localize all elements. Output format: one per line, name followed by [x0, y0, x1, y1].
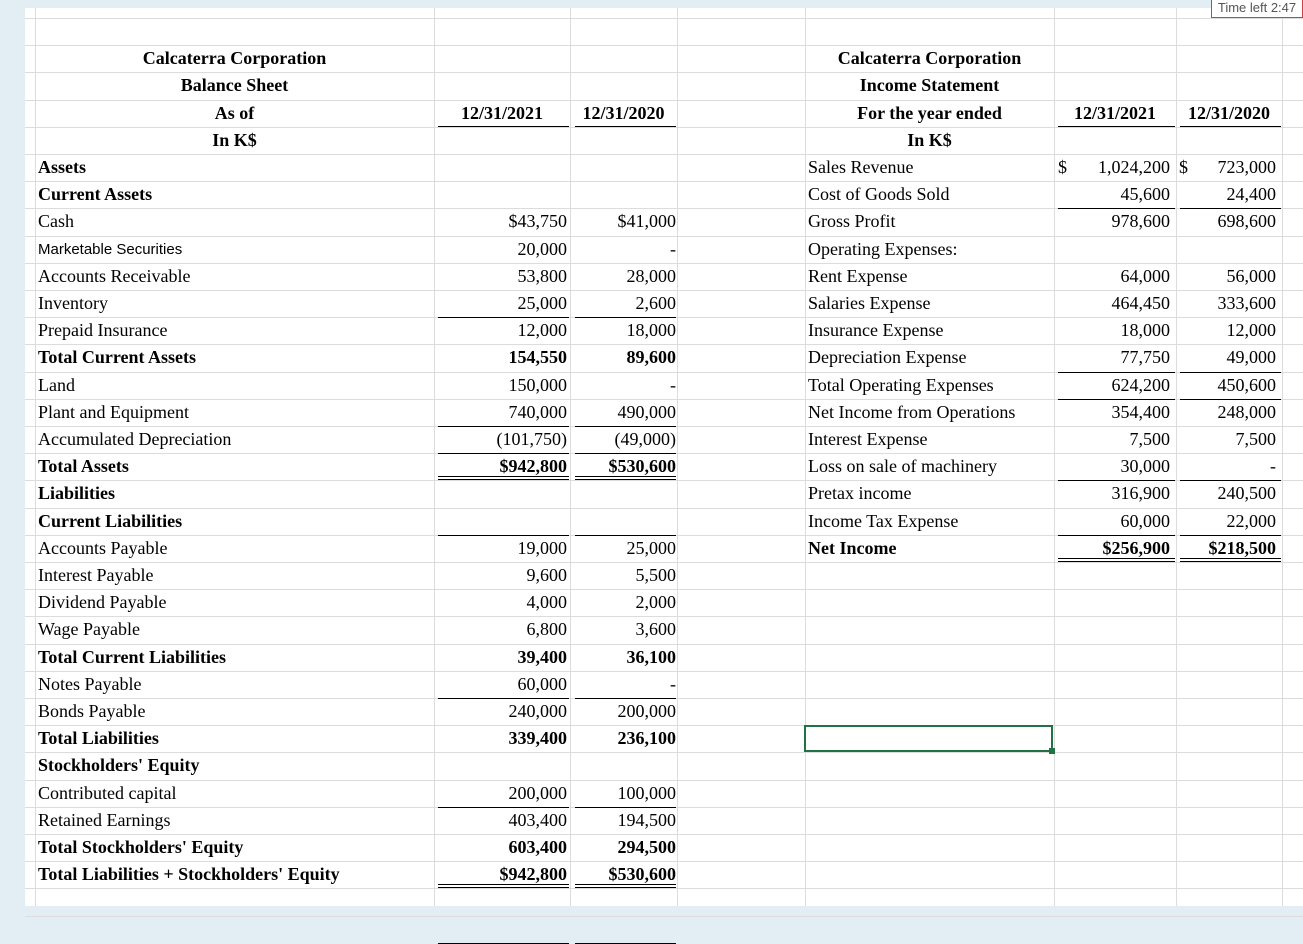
bs-row-label[interactable]: Land — [38, 375, 75, 395]
bs-row-label[interactable]: Retained Earnings — [38, 810, 171, 830]
bs-value-2021[interactable] — [434, 154, 567, 181]
bs-value-2021[interactable]: 6,800 — [526, 619, 567, 639]
bs-value-2020[interactable]: 236,100 — [617, 728, 676, 748]
is-value-2021[interactable]: 45,600 — [1120, 184, 1170, 204]
is-value-2021[interactable]: 60,000 — [1120, 511, 1170, 531]
is-header-underline-2021 — [1058, 126, 1175, 127]
is-value-2020[interactable]: 450,600 — [1217, 375, 1276, 395]
bs-value-2021[interactable]: 19,000 — [517, 538, 567, 558]
bs-value-2020[interactable]: 294,500 — [617, 837, 676, 857]
balance-sheet-title-line[interactable]: Calcaterra Corporation — [142, 48, 327, 68]
bs-value-2020[interactable]: $530,600 — [608, 864, 676, 884]
is-row-label[interactable]: Net Income from Operations — [808, 402, 1016, 422]
bs-value-2020[interactable]: 5,500 — [635, 565, 676, 585]
bs-value-2020[interactable]: (49,000) — [614, 429, 676, 449]
income-statement-title-line[interactable]: For the year ended — [857, 103, 1002, 123]
is-currency-symbol[interactable]: $ — [1179, 157, 1188, 177]
is-col-header-2021[interactable]: 12/31/2021 — [1073, 103, 1156, 123]
bs-value-2021[interactable]: 339,400 — [508, 728, 567, 748]
is-row-label[interactable]: Pretax income — [808, 483, 912, 503]
is-subtotal-rule-2020 — [1180, 535, 1281, 536]
bs-double-rule-2020 — [575, 476, 676, 480]
is-value-2021[interactable]: 64,000 — [1120, 266, 1170, 286]
is-header-underline-2020 — [1180, 126, 1281, 127]
is-subtotal-rule-2020 — [1180, 208, 1281, 209]
bs-value-2021[interactable]: $942,800 — [499, 456, 567, 476]
is-value-2020[interactable]: 24,400 — [1226, 184, 1276, 204]
bs-row-label[interactable]: Cash — [38, 211, 74, 231]
is-subtotal-rule-2021 — [1058, 480, 1175, 481]
is-double-rule-2021 — [1058, 558, 1175, 562]
bs-row-label[interactable]: Current Assets — [38, 184, 153, 204]
timer-badge: Time left 2:47 — [1211, 0, 1303, 18]
bs-value-2021[interactable]: 154,550 — [508, 347, 567, 367]
is-currency-symbol[interactable]: $ — [1058, 157, 1067, 177]
bs-col-header-2021[interactable]: 12/31/2021 — [460, 103, 543, 123]
is-row-label[interactable]: Total Operating Expenses — [808, 375, 994, 395]
bs-row-label[interactable]: Notes Payable — [38, 674, 142, 694]
bs-row-label[interactable]: Wage Payable — [38, 619, 141, 639]
bs-row-label[interactable]: Total Stockholders' Equity — [38, 837, 244, 857]
bs-value-2021[interactable]: 53,800 — [517, 266, 567, 286]
is-row-label[interactable]: Gross Profit — [808, 211, 896, 231]
bs-row-label[interactable]: Accounts Receivable — [38, 266, 191, 286]
is-subtotal-rule-2020 — [1180, 399, 1281, 400]
bs-row-label[interactable]: Prepaid Insurance — [38, 320, 168, 340]
bs-subtotal-rule-2020 — [575, 698, 676, 699]
bs-value-2020[interactable] — [570, 480, 676, 507]
is-row-label[interactable]: Insurance Expense — [808, 320, 944, 340]
is-row-label[interactable]: Rent Expense — [808, 266, 908, 286]
is-value-2021[interactable]: 464,450 — [1111, 293, 1170, 313]
bs-value-2021[interactable]: 150,000 — [508, 375, 567, 395]
is-value-2021[interactable]: 30,000 — [1120, 456, 1170, 476]
bs-row-label[interactable]: Plant and Equipment — [38, 402, 189, 422]
balance-sheet-title-line[interactable]: Balance Sheet — [180, 75, 289, 95]
bs-value-2020[interactable]: 194,500 — [617, 810, 676, 830]
is-row-label[interactable]: Net Income — [808, 538, 897, 558]
bs-subtotal-rule-2020 — [575, 807, 676, 808]
bs-row-label[interactable]: Interest Payable — [38, 565, 154, 585]
bs-value-2021[interactable]: 603,400 — [508, 837, 567, 857]
is-value-2021[interactable]: 354,400 — [1111, 402, 1170, 422]
bs-value-2021[interactable] — [434, 181, 567, 208]
is-value-2020[interactable]: 56,000 — [1226, 266, 1276, 286]
bs-col-header-2020[interactable]: 12/31/2020 — [582, 103, 665, 123]
is-value-2021[interactable]: 978,600 — [1111, 211, 1170, 231]
is-value-2020[interactable]: 240,500 — [1217, 483, 1276, 503]
bs-value-2020[interactable]: - — [670, 674, 676, 694]
bs-row-label[interactable]: Total Current Assets — [38, 347, 197, 367]
is-subtotal-rule-2020 — [1180, 480, 1281, 481]
bs-value-2021[interactable]: 12,000 — [517, 320, 567, 340]
is-value-2020[interactable]: - — [1270, 456, 1276, 476]
bs-value-2021[interactable]: $43,750 — [508, 211, 567, 231]
bs-subtotal-rule-2020 — [575, 317, 676, 318]
bs-value-2021[interactable]: 740,000 — [508, 402, 567, 422]
is-value-2020[interactable]: 248,000 — [1217, 402, 1276, 422]
is-value-2020[interactable]: 49,000 — [1226, 347, 1276, 367]
is-value-2020[interactable]: 12,000 — [1226, 320, 1276, 340]
income-statement-title-line[interactable]: In K$ — [907, 130, 952, 150]
bs-row-label[interactable]: Current Liabilities — [38, 511, 183, 531]
bs-value-2020[interactable] — [570, 154, 676, 181]
bs-value-2021[interactable]: 200,000 — [508, 783, 567, 803]
bs-subtotal-rule-2021 — [438, 698, 569, 699]
bs-subtotal-rule-2021 — [438, 317, 569, 318]
bs-value-2021[interactable]: 403,400 — [508, 810, 567, 830]
is-value-2020[interactable]: 7,500 — [1235, 429, 1276, 449]
bs-value-2021[interactable]: 20,000 — [517, 239, 567, 259]
bs-row-label[interactable]: Accounts Payable — [38, 538, 168, 558]
bs-header-underline-2021 — [438, 126, 569, 127]
bs-value-2020[interactable]: 100,000 — [617, 783, 676, 803]
bs-value-2020[interactable] — [570, 752, 676, 779]
bs-header-underline-2020 — [575, 126, 676, 127]
bs-value-2020[interactable]: $530,600 — [608, 456, 676, 476]
is-row-label[interactable]: Salaries Expense — [808, 293, 931, 313]
balance-sheet-title-line[interactable]: In K$ — [212, 130, 257, 150]
bs-row-label[interactable]: Accumulated Depreciation — [38, 429, 232, 449]
bs-value-2020[interactable] — [570, 181, 676, 208]
bs-value-2021[interactable]: (101,750) — [496, 429, 567, 449]
bs-value-2021[interactable]: 240,000 — [508, 701, 567, 721]
is-value-2020[interactable]: 22,000 — [1226, 511, 1276, 531]
bs-double-rule-2021 — [438, 884, 569, 888]
is-row-label[interactable]: Operating Expenses: — [808, 239, 958, 259]
bs-value-2020[interactable]: 490,000 — [617, 402, 676, 422]
is-value-2021[interactable]: 316,900 — [1111, 483, 1170, 503]
bs-value-2021[interactable] — [434, 480, 567, 507]
is-value-2020[interactable]: 698,600 — [1217, 211, 1276, 231]
bs-total-rule-2021 — [438, 453, 569, 454]
bs-row-label[interactable]: Total Assets — [38, 456, 129, 476]
bs-row-label[interactable]: Total Current Liabilities — [38, 647, 227, 667]
is-value-2021[interactable]: 624,200 — [1111, 375, 1170, 395]
bs-value-2021[interactable]: 9,600 — [526, 565, 567, 585]
bs-double-rule-2021 — [438, 476, 569, 480]
is-value-2020[interactable]: $218,500 — [1208, 538, 1276, 558]
is-subtotal-rule-2020 — [1180, 372, 1281, 373]
is-subtotal-rule-2021 — [1058, 399, 1175, 400]
is-row-label[interactable]: Interest Expense — [808, 429, 928, 449]
income-statement-title-line[interactable]: Income Statement — [859, 75, 1000, 95]
is-row-label[interactable]: Sales Revenue — [808, 157, 914, 177]
is-value-2020[interactable] — [1176, 236, 1276, 263]
bs-row-label[interactable]: Bonds Payable — [38, 701, 146, 721]
bs-row-label[interactable]: Marketable Securities — [38, 241, 183, 258]
bs-value-2021[interactable]: $942,800 — [499, 864, 567, 884]
is-subtotal-rule-2021 — [1058, 535, 1175, 536]
is-value-2020[interactable]: 333,600 — [1217, 293, 1276, 313]
income-statement-title-line[interactable]: Calcaterra Corporation — [837, 48, 1022, 68]
bs-value-2020[interactable]: 2,600 — [635, 293, 676, 313]
is-value-2021[interactable]: 18,000 — [1120, 320, 1170, 340]
bs-subtotal-rule-2021 — [438, 807, 569, 808]
bs-total-rule-2020 — [575, 535, 676, 536]
bs-value-2020[interactable]: $41,000 — [617, 211, 676, 231]
bs-row-label[interactable]: Stockholders' Equity — [38, 755, 200, 775]
fill-handle[interactable] — [1049, 748, 1055, 754]
bs-value-2021[interactable] — [434, 752, 567, 779]
is-double-rule-2020 — [1180, 558, 1281, 562]
bs-value-2020[interactable]: - — [670, 239, 676, 259]
is-row-label[interactable]: Depreciation Expense — [808, 347, 967, 367]
bs-value-2020[interactable]: 28,000 — [626, 266, 676, 286]
bs-subtotal-rule-2020 — [575, 426, 676, 427]
is-subtotal-rule-2021 — [1058, 372, 1175, 373]
bs-value-2021[interactable]: 4,000 — [526, 592, 567, 612]
bs-row-label[interactable]: Liabilities — [38, 483, 116, 503]
is-col-header-2020[interactable]: 12/31/2020 — [1187, 103, 1270, 123]
spreadsheet-grid — [25, 0, 1303, 906]
bs-value-2020[interactable]: 89,600 — [626, 347, 676, 367]
is-row-label[interactable]: Cost of Goods Sold — [808, 184, 950, 204]
bs-value-2021[interactable]: 39,400 — [517, 647, 567, 667]
bs-value-2020[interactable]: 36,100 — [626, 647, 676, 667]
bs-value-2020[interactable]: 3,600 — [635, 619, 676, 639]
bs-row-label[interactable]: Inventory — [38, 293, 108, 313]
bs-row-label[interactable]: Total Liabilities + Stockholders' Equity — [38, 864, 340, 884]
bs-row-label[interactable]: Dividend Payable — [38, 592, 167, 612]
bs-value-2020[interactable]: - — [670, 375, 676, 395]
bs-row-label[interactable]: Assets — [38, 157, 86, 177]
bs-row-label[interactable]: Total Liabilities — [38, 728, 159, 748]
bs-value-2021[interactable]: 25,000 — [517, 293, 567, 313]
selected-cell[interactable] — [804, 725, 1053, 752]
bs-row-label[interactable]: Contributed capital — [38, 783, 177, 803]
bs-double-rule-2020 — [575, 884, 676, 888]
bs-total-rule-2021 — [438, 535, 569, 536]
is-row-label[interactable]: Loss on sale of machinery — [808, 456, 997, 476]
bs-value-2020[interactable]: 2,000 — [635, 592, 676, 612]
bs-value-2020[interactable] — [570, 508, 676, 535]
bs-value-2021[interactable]: 60,000 — [517, 674, 567, 694]
bs-value-2021[interactable] — [434, 508, 567, 535]
is-value-2021[interactable]: 1,024,200 — [1098, 157, 1170, 177]
bs-value-2020[interactable]: 18,000 — [626, 320, 676, 340]
bs-subtotal-rule-2021 — [438, 426, 569, 427]
bs-total-rule-2020 — [575, 453, 676, 454]
is-subtotal-rule-2021 — [1058, 208, 1175, 209]
is-value-2021[interactable]: $256,900 — [1102, 538, 1170, 558]
is-row-label[interactable]: Income Tax Expense — [808, 511, 959, 531]
is-value-2020[interactable]: 723,000 — [1217, 157, 1276, 177]
bs-value-2020[interactable]: 25,000 — [626, 538, 676, 558]
is-value-2021[interactable]: 7,500 — [1129, 429, 1170, 449]
is-value-2021[interactable] — [1054, 236, 1170, 263]
balance-sheet-title-line[interactable]: As of — [214, 103, 255, 123]
is-value-2021[interactable]: 77,750 — [1120, 347, 1170, 367]
bs-value-2020[interactable]: 200,000 — [617, 701, 676, 721]
